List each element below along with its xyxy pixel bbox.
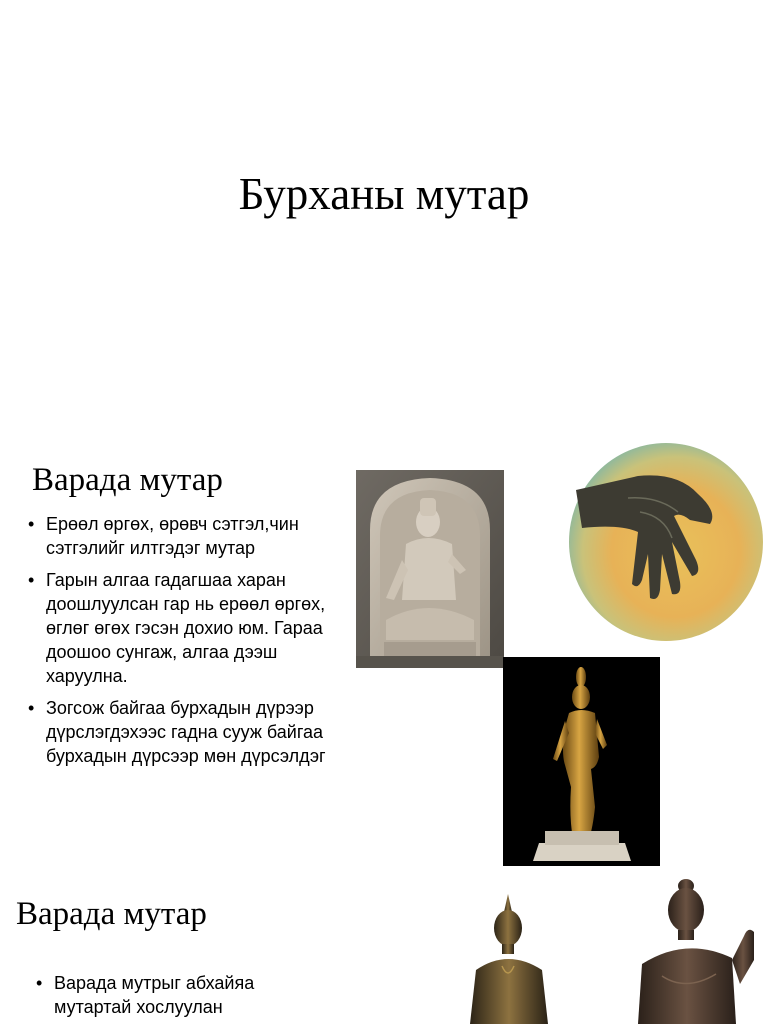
bullet-item: • Варада мутрыг абхайяа мутартай хослуулан <box>34 971 334 1019</box>
buddha-raised-hand-image <box>632 876 760 1024</box>
bullet-list <box>34 971 334 1024</box>
bullet-item: • Зогсож байгаа бурхадын дүрээр дүрслэгдэхээс гадна сууж байгаа бурхадын дүрсээр мөн дүрсэлдэг <box>26 696 336 768</box>
title-slide <box>0 0 768 430</box>
bullet-list <box>26 512 336 776</box>
golden-bronze-statue-image <box>503 657 660 866</box>
varada-slide-continued <box>0 870 768 1024</box>
standing-buddha-bronze-image <box>462 890 554 1024</box>
varada-slide <box>0 430 768 870</box>
section-title: Варада мутар <box>32 462 223 498</box>
stone-relief-deity-image <box>356 470 504 668</box>
bullet-item: • Гарын алгаа гадагшаа харан доошлуулсан гар нь ерөөл өргөх, өглөг өгөх гэсэн дохио юм. Гараа доошоо сунгаж, алгаа дээш харуулна. <box>26 568 336 688</box>
bullet-item: • Ерөөл өргөх, өрөвч сэтгэл,чин сэтгэлийг илтгэдэг мутар <box>26 512 336 560</box>
page-title: Бурханы мутар <box>238 169 530 219</box>
varada-hand-gesture-image <box>568 442 764 642</box>
section-title: Варада мутар <box>16 896 207 932</box>
